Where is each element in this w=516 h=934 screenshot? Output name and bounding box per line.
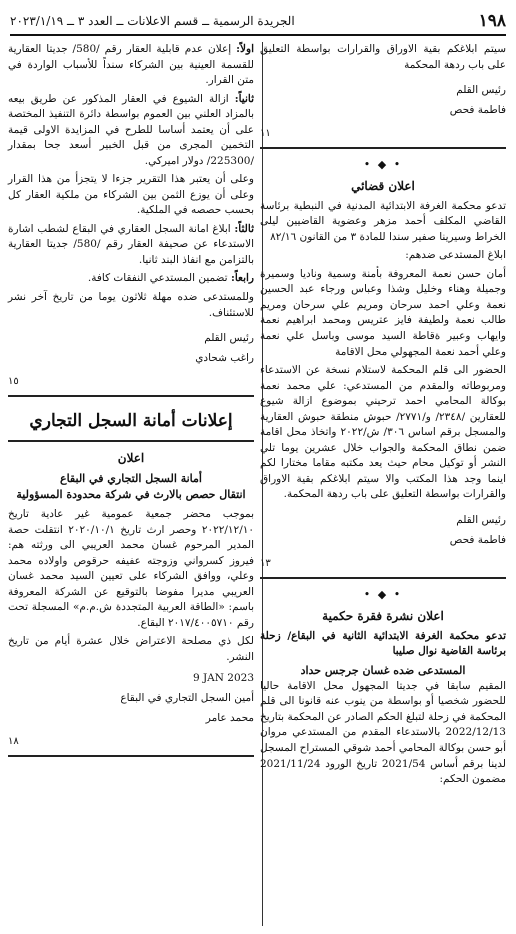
notice-subtitle: انتقال حصص بالارث في شركة محدودة المسؤولية (16, 487, 246, 501)
notice-paragraph: لكل ذي مصلحة الاعتراض خلال عشرة أيام من تاريخ النشر. (8, 635, 254, 663)
item-text: تضمين المستدعي النفقات كافة. (87, 272, 228, 285)
continuation-text: سيتم ابلاغكم بقية الاوراق والقرارات بواسطة التعليق على باب ردهة المحكمة (260, 43, 506, 71)
ruling-item (8, 42, 254, 89)
item-text: إعلان عدم قابلية العقار رقم /580/ جديتا العقارية للقسمة العينية بين الشركاء سنداً للأسباب الواردة في متن القرار. (8, 43, 254, 87)
notice-number: ١٨ (8, 735, 19, 747)
item-label: رابعاً: (230, 272, 254, 285)
signature-block (260, 81, 506, 121)
notice-title: اعلان (117, 450, 145, 465)
notice-title: اعلان نشرة فقرة حكمية (322, 608, 444, 623)
left-column (8, 42, 254, 765)
notice-paragraph: الحضور الى قلم المحكمة لاستلام نسخة عن الاستدعاء ومربوطاته والمقدم من المستدعي: علي محمد نعمة بوكالة المحامي احمد ترحيني بموضوع ازالة شيوع للعقارين /٢٣٤٨/ و/٢٧٧١/ حبوش منطقة حبوش العقارية والمسجل برقم اساس ٣٠٦/ ش/٢٠٢٢ واتخاذ محل اقامة ضمن نطاق المحكمة والجواب خلال عشرين يوما تلي النشر أو توكيل محام حيث يعد مكتبه مقاما مختارا لكم اينما وجد هذا المكتب والا سيتم ابلاغكم بقية الاوراق والقرارات بواسطة التعليق على باب ردهة المحكمة. (260, 364, 507, 501)
right-column (260, 42, 506, 791)
separator (8, 395, 254, 397)
signature-name: فاطمة فحص (449, 533, 506, 546)
notice-title: اعلان قضائي (351, 179, 415, 193)
notice-paragraph: بموجب محضر جمعية عمومية غير عادية تاريخ ٢٠٢٢/١٢/١٠ وحصر ارث تاريخ ٢٠٢٠/١٠/١ انتقلت حصة المدير المرحوم غسان محمد العريبي الى ورثته هم: فيروز كسرواني وزوجته عفيفه حرقوص واولاده محمد وعلي، ووافق الشركاء على تعيين السيد محمد غسان العريبي مديرا مفوضا بالتوقيع عن الشركة المعروفة باسم: «الطاقة العربية المتجددة ش.م.م» المسجلة تحت رقم ٢٠١٧/٤٠٠٥٧١٠ البقاع. (8, 508, 255, 629)
notice-paragraph: ابلاغ المستدعى ضدهم: (405, 249, 506, 262)
page-number: ١٩٨ (478, 11, 506, 31)
notice-defendant: المستدعى ضده غسان جرجس حداد (300, 663, 466, 677)
page-header (10, 8, 506, 36)
notice-date: 9 JAN 2023 (192, 672, 254, 685)
ruling-item (8, 222, 254, 269)
signature-role: رئيس القلم (204, 332, 254, 345)
section-title: إعلانات أمانة السجل التجاري (29, 410, 233, 431)
notice-number: ١٥ (8, 375, 19, 387)
notice-paragraph: أمان حسن نعمة المعروفة بأمنة وسمية وناديا وسميرة وجميلة وهناء وخليل وشذا وعباس ورجاء عبد الحسين نعمة وعلي احمد سرحان ومريم علي سرحان ومريم طالب نعمة ولطيفة فايز عتريس ومحمد ابراهيم نعمة وايهاب وعبير ةقاطة السيد موسى وباسل علي نعمة وعلي أحمد نعمة المجهولي محل الاقامة (260, 267, 506, 358)
ornament-divider: • ◆ • (363, 157, 403, 171)
signature-name: فاطمة فحص (449, 104, 506, 116)
item-label: ثالثاً: (234, 222, 254, 235)
separator (260, 147, 506, 149)
signature-role: أمين السجل التجاري في البقاع (120, 691, 254, 704)
signature-name: محمد عامر (205, 711, 254, 724)
signature-block (8, 329, 254, 369)
signature-role: رئيس القلم (456, 513, 506, 526)
item-label: اولاً: (236, 43, 254, 55)
signature-role: رئيس القلم (456, 84, 506, 97)
separator (260, 577, 506, 579)
notice-paragraph: المقيم سابقا في جديتا المجهول محل الاقامة حاليا للحضور شخصيا أو بواسطة من ينوب عنه قانونا الى قلم المحكمة في زحلة لتبلغ الحكم الصادر عن المحكمة بتاريخ 2022/12/13 بالاستدعاء المقدم من المستدعي مروان أبو حسن بوكالة المحامي أحمد شوقي المستراح المسجل لدينا برقم أساس 2021/54 تاريخ الورود 2021/11/24 مضمون الحكم: (260, 679, 507, 786)
signature-block (8, 689, 254, 729)
item-text: ازالة الشيوع في العقار المذكور عن طريق بيعه بالمزاد العلني بين العموم بواسطة دائرة التنفيذ المختصة على أن يعتمد أساسا للطرح في المزايدة الاولى قيمة التخمين المجرى من قبل الخبير أسعد جحا بمقدار /225300/ دولار اميركي. (8, 92, 254, 167)
notice-number: ١١ (260, 127, 271, 139)
notice-paragraph: تدعو محكمة الغرفة الابتدائية المدنية في النبطية برئاسة القاضي المكلف أحمد مزهر وعضوية القاضيين ليلى الخراط وسيرينا صفير سندا للمادة ٣ من القانون ٨٢/١٦ (260, 199, 506, 243)
notice-number: ١٣ (260, 557, 271, 569)
ruling-paragraph: وللمستدعى ضده مهلة ثلاثون يوما من تاريخ آخر نشر للاستئناف. (8, 290, 254, 319)
item-text: ابلاغ امانة السجل العقاري في البقاع لشطب اشارة الاستدعاء عن صحيفة العقار رقم /580/ جديتا العقارية بالتزامن مع انفاذ البند ثانيا. (8, 222, 254, 266)
header-title: الجريدة الرسمية ــ قسم الاعلانات ــ العدد ٣ ــ ٢٠٢٣/١/١٩ (10, 14, 295, 28)
ruling-paragraph: وعلى أن يعتبر هذا التقرير جزءا لا يتجزأ من هذا القرار وعلى أن يوزع الثمن بين الشركاء من ملكية العقار كل بحسب حصصه في الملكية. (8, 173, 254, 217)
signature-name: راغب شحادي (195, 351, 254, 364)
separator (8, 755, 254, 757)
signature-block (260, 511, 506, 551)
notice-subtitle: أمانة السجل التجاري في البقاع (60, 471, 202, 485)
separator (8, 440, 254, 442)
notice-paragraph: تدعو محكمة الغرفة الابتدائية الثانية في البقاع/ زحلة برئاسة القاضية نوال صليبا (260, 629, 506, 658)
ruling-item (8, 92, 254, 170)
ornament-divider: • ◆ • (363, 587, 403, 601)
ruling-item (8, 271, 254, 287)
item-label: ثانياً: (234, 92, 254, 105)
